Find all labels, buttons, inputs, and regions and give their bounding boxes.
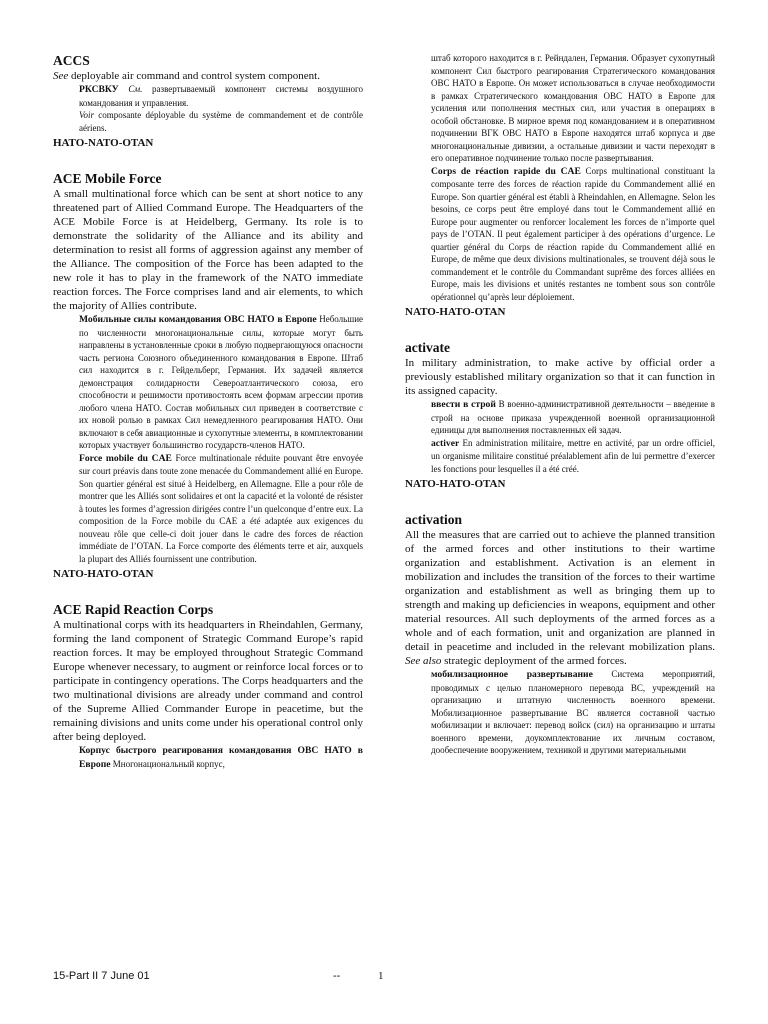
ace-rapid-french-term: Corps de réaction rapide du CAE (431, 165, 581, 177)
activate-russian-text: В военно-административной деятельности – введение в строй на основе приказа учрежденной военной организационной единицы для выполнения поставленных ей задач. (431, 399, 716, 435)
activate-russian (431, 398, 715, 437)
accs-russian-text: развертываемый компонент системы воздушного командования и управления. (79, 84, 363, 108)
accs-french-text: composante déployable du système de commandement et de contrôle aériens. (79, 110, 363, 133)
entry-title-activation: activation (405, 512, 462, 527)
ace-rapid-french (431, 165, 715, 304)
page-number: 1 (378, 970, 384, 982)
activation-russian-term: мобилизационное развертывание (431, 669, 593, 680)
ru-see-label: См. (118, 84, 143, 94)
activation-russian-text: Система мероприятий, проводимых с целью планомерного перевода ВС, учреждений на организацию и штатную численность военного времени. Мобилизационное развертывание ВС является составной частью мобилизации и включает: перевод войск (сил) на организацию и штаты военного времени, доукомплектование их личным составом, дообеспечение вооружением, техникой и другими материальными (431, 669, 715, 755)
accs-english (53, 69, 363, 83)
ace-mobile-english: A small multinational force which can be sent at short notice to any threatened part of Allied Command Europe. The Headquarters of the ACE Mobile Force is at Heidelberg, Germany. Its role is to demonstrate the solidarity of the Alliance and its ability and determination to resist all forms of aggression against any member of the Alliance. The composition of the Force has been adapted to the new role it has to play in the framework of the NATO immediate reaction forces. The Force comprises land and air elements, to which the majority of Allies contribute. (53, 188, 363, 312)
entry-title-ace-rapid-reaction-corps: ACE Rapid Reaction Corps (53, 602, 214, 617)
entry-title-ace-mobile-force: ACE Mobile Force (53, 171, 162, 186)
ace-rapid-french-text: Corps multinational constituant la composante terre des forces de réaction rapide du Commandement allié en Europe. Son quartier général est établi à Rheindahlen, en Allemagne. Selon les besoins, ce corps peut être employé dans tout le Commandement allié en Europe pour augmenter ou renforcer localement les forces de n’importe quel pays de l’OTAN. Il peut également participer à des opérations d’urgence. Le quartier général du Corps de réaction rapide du Commandement allié en Europe, de même que deux divisions multinationales, se trouvent déjà sous le commandement et le contrôle du Commandant suprême des forces alliées en Europe, mais les divisions et unités restantes ne tombent sous son contrôle opérationnel qu’après leur déploiement. (431, 165, 716, 302)
right-column (405, 52, 715, 757)
activate-french-text: En administration militaire, mettre en activité, par un ordre officiel, un organisme militaire constitué préalablement afin de lui permettre d’exercer les fonctions pour lesquelles il a été créé. (431, 437, 715, 474)
ace-mobile-nato-tag: NATO-HATO-OTAN (53, 568, 154, 580)
activation-english-see-also-text: strategic deployment of the armed forces. (441, 655, 627, 667)
activation-english-text: All the measures that are carried out to achieve the planned transition of the armed forces and other institutions to their wartime organization and establishment. Activation is an element in mobilization and includes the transition of the forces to their wartime organization and establishment as well as bringing them up to strength and making up deficiencies in weapons, equipment and other material resources. All such deployments of the armed forces as a whole and of each formation, unit and organization are planned in detail in peacetime and included in the relevant mobilization plans. (405, 529, 715, 653)
left-column (53, 52, 363, 771)
entry-title-accs: ACCS (53, 53, 90, 68)
accs-russian (79, 83, 363, 109)
ace-rapid-russian-term: Корпус быстрого реагирования командования ОВС НАТО в Европе (79, 745, 363, 770)
accs-french (79, 109, 363, 134)
activation-russian (431, 668, 715, 757)
ace-mobile-russian-term: Мобильные силы командования ОВС НАТО в Европе (79, 314, 317, 325)
accs-nato-tag: НАТО-NATO-OTAN (53, 137, 154, 149)
see-also-label: See also (405, 655, 442, 667)
ace-rapid-russian-text: Многонациональный корпус, (110, 758, 225, 769)
ace-mobile-russian-text: Небольшие по численности многонациональные силы, которые могут быть направлены в установленные сроки в любую подвергающуюся опасности часть региона Союзного объединенного командования в Европе. Штаб сил находится в г. Гейдельберг, Германия. Их задачей является демонстрация солидарности Североатлантического союза, его способности и решимости противостоять всем формам агрессии против любого члена НАТО. Состав мобильных сил приведен в соответствие с их новой ролью в рамках Сил немедленного реагирования НАТО. Они включают в себя авиационные и сухопутные элементы, в комплектовании которых участвует большинство государств-членов НАТО. (79, 314, 364, 450)
ace-mobile-french (79, 452, 363, 566)
entry-title-activate: activate (405, 340, 450, 355)
ace-mobile-french-text: Force multinationale réduite pouvant être envoyée sur court préavis dans toute zone menacée du Commandement allié en Europe. Son quartier général est situé à Heidelberg, en Allemagne. Elle a pour rôle de montrer que les Alliés sont solidaires et ont la capacité et la volonté de résister à toutes les formes d’agression dirigées contre l’un quelconque d’entre eux. La composition de la Force mobile du CAE a été adaptée aux exigences du nouveau rôle que celle-ci doit jouer dans le cadre des forces de réaction immédiate de l’OTAN. La Force comporte des éléments terre et air, auxquels la plupart des Alliés fournissent une contribution. (79, 452, 363, 564)
accs-english-text: deployable air command and control system component. (68, 70, 320, 82)
ace-rapid-russian (79, 744, 363, 771)
ace-mobile-french-term: Force mobile du CAE (79, 452, 172, 464)
activate-russian-term: ввести в строй (431, 399, 496, 410)
activate-nato-tag: NATO-HATO-OTAN (405, 478, 506, 490)
ace-rapid-russian-continued: штаб которого находится в г. Рейндален, Германия. Образует сухопутный компонент Сил быстрого реагирования Стратегического командования ОВС НАТО в Европе. Он может использоваться в случае необходимости в рамках Стратегического командования ОВС НАТО в Европе для усиления или пополнения местных сил, или участия в операциях в особой обстановке. В мирное время под командованием и в оперативном подчинении ВГК ОВС НАТО в Европе находятся штаб корпуса и две многонациональные дивизии, а остальные дивизии и части переходят в его оперативное подчинение только после развертывания. (431, 53, 715, 163)
footer-dash: -- (333, 970, 341, 982)
page-footer (53, 970, 715, 990)
ace-rapid-english: A multinational corps with its headquarters in Rheindahlen, Germany, forming the land component of Strategic Command Europe’s rapid reaction forces. It may be employed throughout Strategic Command Europe whenever necessary, to augment or reinforce local forces or to participate in contingency operations. The Corps headquarters and the two multinational divisions are already under command and control of the Supreme Allied Commander Europe in peacetime, but the remaining divisions and units come under his operational control only after being deployed. (53, 619, 363, 743)
accs-russian-term: РКСВКУ (79, 84, 119, 95)
activate-french-term: activer (431, 437, 460, 449)
ace-mobile-russian (79, 313, 363, 452)
activate-english: In military administration, to make active by official order a previously established military organization so that it can function in its assigned capacity. (405, 357, 715, 397)
footer-part-date: 15-Part II 7 June 01 (53, 970, 150, 982)
see-label: See (53, 70, 69, 82)
activation-english (405, 528, 715, 668)
fr-see-label: Voir (79, 110, 95, 120)
activate-french (431, 437, 715, 476)
ace-rapid-nato-tag: NATO-HATO-OTAN (405, 306, 506, 318)
